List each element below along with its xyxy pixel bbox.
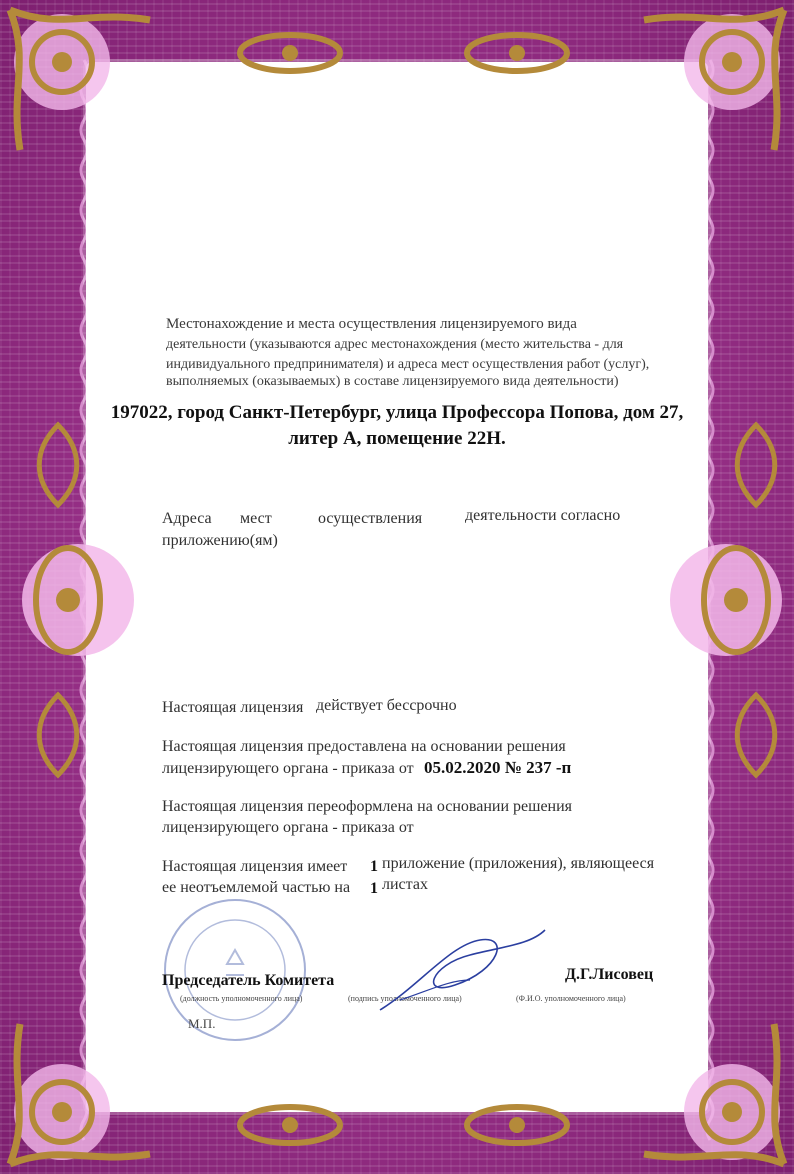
reissued-line-2: лицензирующего органа - приказа от — [162, 819, 414, 836]
location-label-line-3: индивидуального предпринимателя) и адреса мест осуществления работ (услуг), — [166, 357, 650, 372]
granted-line-2: лицензирующего органа - приказа от — [162, 760, 414, 777]
address-line-1: 197022, город Санкт-Петербург, улица Профессора Попова, дом 27, — [110, 402, 684, 423]
corner-ornament-bottom-right — [624, 1004, 794, 1174]
side-rosette-left — [18, 520, 138, 680]
corner-ornament-top-right — [624, 0, 794, 170]
granted-order: 05.02.2020 № 237 -п — [424, 758, 572, 777]
appendix-left-line-2: ее неотъемлемой частью на — [162, 879, 351, 896]
side-motif-right-upper — [726, 420, 786, 510]
validity-value: действует бессрочно — [316, 697, 457, 714]
side-motif-right-lower — [726, 690, 786, 780]
top-medallion-right — [462, 28, 572, 78]
top-medallion-left — [235, 28, 345, 78]
addresses-word-1: Адреса — [162, 510, 212, 527]
handwritten-signature — [360, 925, 550, 1025]
corner-ornament-top-left — [0, 0, 170, 170]
bottom-medallion-right — [462, 1100, 572, 1150]
location-label-line-4: выполняемых (оказываемых) в составе лицензируемого вида деятельности) — [166, 374, 619, 389]
side-rosette-right — [666, 520, 786, 680]
granted-line-1: Настоящая лицензия предоставлена на основании решения — [162, 738, 566, 755]
side-motif-left-lower — [28, 690, 88, 780]
addresses-word-4: деятельности согласно — [465, 507, 621, 524]
addresses-word-3: осуществления — [318, 510, 423, 527]
addresses-word-2: мест — [240, 510, 272, 527]
address-line-2: литер А, помещение 22Н. — [288, 428, 506, 449]
bottom-medallion-left — [235, 1100, 345, 1150]
signer-position: Председатель Комитета — [162, 972, 335, 989]
signer-name: Д.Г.Лисовец — [565, 966, 654, 983]
validity-label: Настоящая лицензия — [162, 699, 304, 716]
corner-ornament-bottom-left — [0, 1004, 170, 1174]
addresses-appendix: приложению(ям) — [162, 532, 278, 549]
appendix-right-line-1: приложение (приложения), являющееся — [382, 855, 655, 872]
sheets-count: 1 — [370, 880, 378, 897]
stamp-place-mark: М.П. — [188, 1016, 216, 1031]
appendix-count: 1 — [370, 858, 378, 875]
signer-name-caption: (Ф.И.О. уполномоченного лица) — [516, 994, 626, 1003]
appendix-right-line-2: листах — [382, 876, 428, 893]
signature-caption: (подпись уполномоченного лица) — [348, 994, 462, 1003]
official-stamp — [160, 895, 310, 1045]
appendix-left-line-1: Настоящая лицензия имеет — [162, 858, 348, 875]
reissued-line-1: Настоящая лицензия переоформлена на основании решения — [162, 798, 573, 815]
side-motif-left-upper — [28, 420, 88, 510]
location-label-line-1: Местонахождение и места осуществления лицензируемого вида — [166, 316, 577, 332]
signer-position-caption: (должность уполномоченного лица) — [180, 994, 303, 1003]
location-label-line-2: деятельности (указываются адрес местонахождения (место жительства - для — [166, 337, 624, 352]
